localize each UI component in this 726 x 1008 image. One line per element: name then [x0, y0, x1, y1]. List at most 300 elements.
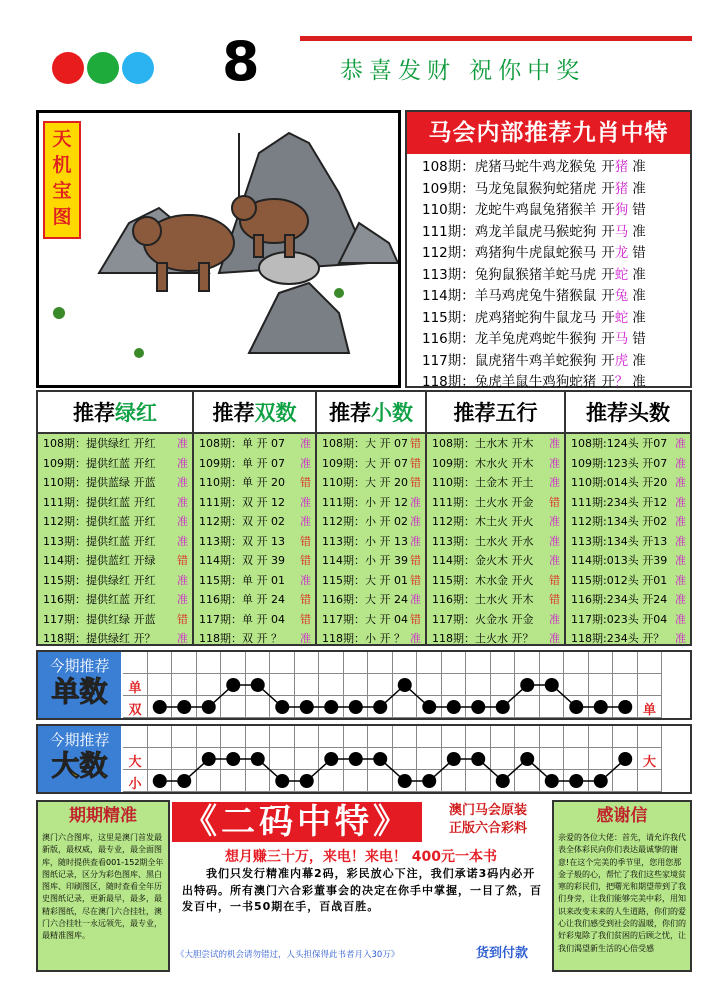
column-row-result: 错 — [549, 593, 560, 606]
column-row-text: 111期：土火水 开金 — [432, 495, 534, 509]
column-row-result: 准 — [675, 632, 686, 645]
column-row-text: 114期：提供蓝红 开绿 — [43, 554, 156, 567]
column-row — [566, 629, 690, 649]
column-row — [194, 454, 315, 474]
column-row — [194, 571, 315, 591]
row-open: 开 — [601, 202, 615, 218]
row-result: 准 — [632, 309, 646, 326]
column-row-text: 113期：土水火 开水 — [432, 534, 534, 548]
row-period: 111期： — [422, 223, 475, 240]
column-row-result: 错 — [410, 476, 421, 489]
header-rule — [300, 36, 692, 41]
row-open: 开 — [601, 159, 615, 175]
nine-row — [407, 243, 690, 265]
row-result: 准 — [632, 352, 646, 369]
row-answer: 虎 — [614, 352, 629, 369]
row-zodiacs: 兔虎羊鼠牛鸡狗蛇猪 — [474, 374, 597, 390]
column-row-result: 错 — [410, 573, 421, 587]
column-row — [194, 512, 315, 532]
column-row-text: 116期:234头 开24 — [571, 593, 668, 606]
column-header-highlight: 绿红 — [115, 400, 157, 425]
column-row-result: 准 — [549, 515, 560, 528]
column-row-result: 准 — [675, 476, 686, 489]
row-period: 109期： — [422, 180, 475, 197]
trend-point — [202, 752, 216, 766]
hotline-text: 想月赚三十万，来电！来电！ 400元一本书 — [224, 849, 498, 865]
column-row — [427, 629, 564, 649]
column-row — [317, 590, 425, 610]
column-row — [38, 610, 192, 630]
column-row — [317, 571, 425, 591]
trend-point — [300, 700, 314, 714]
trend-point — [471, 700, 485, 714]
column-row-text: 117期：火金水 开金 — [432, 612, 534, 626]
row-answer: 兔 — [614, 288, 629, 304]
trend-point — [226, 678, 240, 692]
trend-point — [177, 700, 191, 714]
column-header — [427, 392, 564, 434]
trend-point — [398, 774, 412, 788]
column-header-main: 推荐五行 — [453, 400, 538, 425]
column-row — [194, 629, 315, 649]
row-result: 准 — [632, 223, 646, 240]
row-answer: 猪 — [614, 180, 629, 197]
grid-row-bottom-label: 双 — [128, 703, 142, 718]
column-row — [317, 454, 425, 474]
row-result: 错 — [632, 202, 646, 218]
row-period: 117期： — [422, 352, 475, 369]
column-row-result: 准 — [675, 534, 686, 548]
trend-point — [275, 700, 289, 714]
column-row — [194, 551, 315, 571]
column-row-result: 准 — [549, 476, 560, 489]
row-period: 118期： — [422, 374, 475, 390]
row-zodiacs: 鸡猪狗牛虎鼠蛇猴马 — [474, 245, 597, 261]
nine-row — [407, 200, 690, 222]
row-result: 准 — [632, 159, 646, 175]
trend-point — [422, 700, 436, 714]
trend-point — [324, 700, 338, 714]
row-open: 开 — [601, 245, 615, 261]
column-row — [427, 551, 564, 571]
column-row-result: 准 — [549, 534, 560, 548]
grid-right-label: 单 — [642, 703, 656, 718]
column-row-result: 准 — [675, 495, 686, 509]
column-row-result: 准 — [410, 632, 421, 645]
column-row-result: 错 — [300, 534, 311, 548]
left-promo-title: 期期精准 — [69, 806, 137, 826]
column-row-text: 110期：单 开 20 — [199, 476, 285, 489]
row-period: 113期： — [422, 266, 475, 283]
row-period: 112期： — [422, 245, 475, 261]
big-small-chart — [36, 724, 692, 794]
trend-point — [594, 700, 608, 714]
column-row-text: 108期:124头 开07 — [571, 437, 668, 450]
trend-point — [422, 774, 436, 788]
row-period: 110期： — [422, 202, 475, 218]
column-header-main: 推荐头数 — [586, 400, 670, 425]
nine-zodiac-title: 马会内部推荐九肖中特 — [407, 112, 690, 154]
column-row-text: 117期：单 开 04 — [199, 612, 285, 626]
column-row-text: 109期：大 开 07 — [322, 456, 408, 470]
column-row-result: 错 — [300, 476, 311, 489]
column-row-result: 错 — [549, 495, 560, 509]
trend-point — [545, 678, 559, 692]
column-row-text: 116期：大 开 24 — [322, 593, 408, 606]
column-row — [38, 571, 192, 591]
row-period: 115期： — [422, 309, 475, 326]
column-row — [566, 512, 690, 532]
column-row-text: 114期:013头 开39 — [571, 554, 668, 567]
column-row-text: 117期：提供红绿 开蓝 — [43, 612, 156, 626]
column-row-result: 准 — [300, 437, 311, 450]
column-row — [427, 590, 564, 610]
left-promo-text: 澳门六合图库，这里是澳门首发最新版，最权威，最专业，最全面图库，随时提供查看001-152期全年图纸记录，区分为彩色图库、黑白图库、印刷图区，随时查看全年历史图纸记录，更新最早，最多，最精彩图纸，尽在澳门六合挂牡，澳门六合挂牡一永远领先，最专业，最精准图库。 — [42, 833, 164, 941]
column-row-result: 准 — [675, 515, 686, 528]
row-zodiacs: 兔狗鼠猴猪羊蛇马虎 — [474, 266, 597, 283]
column-header — [38, 392, 192, 434]
trend-point — [520, 752, 534, 766]
column-header — [317, 392, 425, 434]
nine-row — [407, 308, 690, 330]
cash-on-delivery: 货到付款 — [476, 946, 529, 961]
column-row-text: 111期：双 开 12 — [199, 495, 285, 509]
column-row-text: 110期：土金木 开土 — [432, 476, 534, 489]
column-row-text: 113期：双 开 13 — [199, 534, 285, 548]
column-row — [317, 610, 425, 630]
column-row — [427, 610, 564, 630]
row-answer: 狗 — [614, 202, 629, 218]
column-row-text: 109期：提供红蓝 开红 — [43, 456, 156, 470]
row-open: 开 — [601, 374, 615, 390]
column-row — [194, 610, 315, 630]
column-header-highlight: 小数 — [371, 400, 413, 425]
left-promo-box — [36, 800, 170, 972]
odd-even-chart — [36, 650, 692, 720]
center-promo — [172, 800, 550, 972]
column-row — [317, 551, 425, 571]
row-answer: 蛇 — [614, 266, 629, 283]
column-row-result: 错 — [410, 456, 421, 470]
column-row-text: 118期：土火水 开？ — [432, 632, 534, 645]
column-row-text: 112期:134头 开02 — [571, 515, 668, 528]
column-row — [427, 571, 564, 591]
column-row-text: 113期：提供红蓝 开红 — [43, 534, 156, 548]
column-row-text: 112期：木土火 开火 — [432, 515, 534, 528]
thanks-letter-title: 感谢信 — [596, 806, 648, 826]
column-row-result: 准 — [177, 476, 188, 489]
trend-point — [275, 774, 289, 788]
column-row-result: 准 — [177, 573, 188, 587]
column-row-text: 109期：木水火 开木 — [432, 456, 534, 470]
column-row — [566, 454, 690, 474]
column-row-text: 111期:234头 开12 — [571, 495, 668, 509]
column-row-result: 错 — [177, 612, 188, 626]
column-row-text: 115期：提供绿红 开红 — [43, 573, 156, 587]
promo-footnote: 《大胆尝试的机会请勿错过，人头担保得此书者月入30万》 — [176, 950, 400, 960]
column-row-text: 112期：提供红蓝 开红 — [43, 515, 156, 528]
column-row — [566, 590, 690, 610]
column-row-result: 准 — [410, 515, 421, 528]
row-open: 开 — [601, 288, 615, 304]
column-row — [427, 434, 564, 454]
row-open: 开 — [601, 309, 615, 326]
column-row-text: 116期：提供红蓝 开红 — [43, 593, 156, 606]
column-row-result: 准 — [410, 495, 421, 509]
column-row-result: 准 — [549, 456, 560, 470]
column-row-text: 114期：双 开 39 — [199, 554, 285, 567]
column-row-result: 准 — [300, 495, 311, 509]
column-row-text: 110期：大 开 20 — [322, 476, 408, 489]
column-row-text: 118期：提供绿红 开？ — [43, 632, 156, 645]
column-row-result: 错 — [410, 612, 421, 626]
row-result: 错 — [632, 245, 646, 261]
column-row-result: 错 — [410, 554, 421, 567]
column-row-text: 115期：木水金 开火 — [432, 573, 534, 587]
column-row-text: 111期：小 开 12 — [322, 495, 408, 509]
grid-row-top-label: 单 — [128, 681, 142, 696]
column-row-text: 112期：小 开 02 — [322, 515, 408, 528]
banner-side — [426, 802, 550, 838]
column-row — [317, 532, 425, 552]
trend-point — [398, 678, 412, 692]
row-result: 准 — [632, 288, 646, 304]
trend-point — [373, 700, 387, 714]
column-row-result: 准 — [549, 554, 560, 567]
column-row-result: 准 — [410, 593, 421, 606]
picture-tag: 天机宝图 — [43, 121, 81, 239]
column-header — [194, 392, 315, 434]
row-answer: 蛇 — [614, 309, 629, 326]
column-row-text: 115期:012头 开01 — [571, 573, 668, 587]
column-header-main: 推荐 — [212, 400, 255, 425]
bottom-section — [36, 800, 692, 972]
column-row-result: 准 — [300, 573, 311, 587]
row-answer: 马 — [614, 331, 629, 347]
column-row-result: 准 — [410, 534, 421, 548]
column-row — [427, 532, 564, 552]
column-row-text: 116期：单 开 24 — [199, 593, 285, 606]
column-row-result: 错 — [549, 573, 560, 587]
column-row — [566, 473, 690, 493]
row-period: 114期： — [422, 288, 475, 304]
trend-point — [251, 752, 265, 766]
column-row — [566, 434, 690, 454]
column-row-text: 110期:014头 开20 — [571, 476, 668, 489]
trend-point — [300, 774, 314, 788]
column-row — [317, 512, 425, 532]
column-row-text: 111期：提供红蓝 开红 — [43, 495, 156, 509]
row-result: 错 — [632, 331, 646, 347]
column-row-text: 109期:123头 开07 — [571, 456, 668, 470]
row-zodiacs: 虎猪马蛇牛鸡龙猴兔 — [474, 159, 597, 175]
row-open: 开 — [601, 223, 615, 240]
column-row-result: 准 — [177, 515, 188, 528]
grid-trend-line — [38, 652, 688, 718]
nine-row — [407, 351, 690, 373]
column-row-text: 117期:023头 开04 — [571, 612, 668, 626]
column-row-text: 118期：小 开 ？ — [322, 632, 405, 645]
column-header-main: 推荐 — [329, 400, 371, 425]
nine-row — [407, 286, 690, 308]
column-row — [566, 610, 690, 630]
riddle-picture — [36, 110, 401, 388]
grid-label-line2: 大数 — [51, 749, 108, 782]
column-row-text: 118期：双 开 ？ — [199, 632, 282, 645]
row-answer: ？ — [614, 374, 629, 390]
column-row-result: 准 — [675, 612, 686, 626]
column-row-text: 114期：小 开 39 — [322, 554, 408, 567]
trend-point — [594, 774, 608, 788]
column-row-result: 准 — [675, 437, 686, 450]
row-result: 准 — [632, 266, 646, 283]
trend-point — [373, 752, 387, 766]
column-row-result: 错 — [410, 437, 421, 450]
column-row-text: 108期：单 开 07 — [199, 437, 285, 450]
trend-point — [569, 700, 583, 714]
trend-point — [153, 700, 167, 714]
grid-label-line1: 今期推荐 — [49, 657, 110, 675]
column-row-result: 错 — [300, 612, 311, 626]
trend-point — [496, 700, 510, 714]
column-row — [38, 493, 192, 513]
promo-description: 我们只发行精准内幕2码，彩民放心下注，我们承诺3码内必开出特码。所有澳门六合彩董事会的决定在你手中掌握，一目了然，百发百中，一书50期在手，百战百胜。 — [182, 867, 542, 913]
row-zodiacs: 虎鸡猪蛇狗牛鼠龙马 — [474, 309, 597, 326]
column-header — [566, 392, 690, 434]
column-row — [427, 512, 564, 532]
row-zodiacs: 龙羊兔虎鸡蛇牛猴狗 — [474, 331, 597, 347]
grid-row-bottom-label: 小 — [128, 777, 142, 792]
column-row-text: 110期：提供蓝绿 开蓝 — [43, 476, 156, 489]
row-zodiacs: 马龙兔鼠猴狗蛇猪虎 — [474, 180, 597, 197]
recommend-column — [427, 392, 566, 644]
column-row-result: 准 — [177, 495, 188, 509]
column-row — [194, 434, 315, 454]
row-answer: 龙 — [614, 245, 629, 261]
column-row-result: 准 — [549, 437, 560, 450]
column-row-text: 118期:234头 开？ — [571, 632, 665, 645]
grid-trend-line — [38, 726, 688, 792]
column-row — [566, 551, 690, 571]
green-dot-icon — [87, 52, 119, 84]
column-row — [317, 473, 425, 493]
column-row-result: 准 — [177, 456, 188, 470]
row-open: 开 — [601, 352, 615, 369]
column-row-text: 112期：双 开 02 — [199, 515, 285, 528]
column-row-text: 117期：大 开 04 — [322, 612, 408, 626]
column-row-text: 115期：大 开 01 — [322, 573, 408, 587]
recommend-column — [566, 392, 690, 644]
column-header-main: 推荐 — [73, 400, 115, 425]
row-result: 准 — [632, 374, 646, 390]
column-row-result: 准 — [177, 593, 188, 606]
slogan: 恭喜发财 祝你中奖 — [340, 58, 586, 84]
column-row — [317, 629, 425, 649]
column-row-result: 准 — [300, 632, 311, 645]
column-row-result: 准 — [177, 632, 188, 645]
column-row-result: 准 — [675, 573, 686, 587]
column-row-result: 准 — [675, 593, 686, 606]
column-row — [194, 493, 315, 513]
column-row — [38, 532, 192, 552]
column-row-result: 准 — [675, 456, 686, 470]
trend-point — [251, 678, 265, 692]
row-zodiacs: 鼠虎猪牛鸡羊蛇猴狗 — [474, 352, 597, 369]
column-row — [38, 434, 192, 454]
column-row-result: 准 — [300, 515, 311, 528]
banner-side-line1: 澳门马会原装 — [448, 803, 527, 818]
row-answer: 猪 — [614, 159, 629, 175]
row-zodiacs: 鸡龙羊鼠虎马猴蛇狗 — [474, 223, 597, 240]
column-row — [38, 473, 192, 493]
trend-point — [153, 774, 167, 788]
nine-row — [407, 157, 690, 179]
row-period: 108期： — [422, 159, 475, 175]
column-row — [38, 512, 192, 532]
column-row-text: 108期：土水木 开木 — [432, 437, 534, 450]
row-open: 开 — [601, 331, 615, 347]
column-header-highlight: 双数 — [254, 400, 297, 425]
issue-number: 8 — [222, 30, 260, 93]
column-row-text: 115期：单 开 01 — [199, 573, 285, 587]
column-row-result: 错 — [300, 593, 311, 606]
thanks-letter-box — [552, 800, 692, 972]
nine-row — [407, 179, 690, 201]
column-row-result: 错 — [300, 554, 311, 567]
column-row-text: 116期：土水火 开木 — [432, 593, 534, 606]
column-row-text: 114期：金火木 开火 — [432, 554, 534, 567]
column-row-result: 准 — [675, 554, 686, 567]
column-row — [194, 532, 315, 552]
row-result: 准 — [632, 180, 646, 197]
bears-mountains-illustration — [39, 113, 398, 385]
column-row — [38, 590, 192, 610]
banner-side-line2: 正版六合彩料 — [448, 821, 527, 836]
row-open: 开 — [601, 180, 615, 197]
column-row — [566, 571, 690, 591]
column-row — [427, 473, 564, 493]
trend-point — [324, 752, 338, 766]
recommend-column — [317, 392, 427, 644]
grid-row-top-label: 大 — [128, 755, 142, 770]
column-row-result: 准 — [177, 534, 188, 548]
column-row-result: 准 — [300, 456, 311, 470]
nine-row — [407, 222, 690, 244]
trend-point — [177, 774, 191, 788]
grid-right-label: 大 — [642, 755, 656, 770]
column-row — [194, 473, 315, 493]
grid-label-line1: 今期推荐 — [49, 731, 110, 749]
trend-point — [447, 700, 461, 714]
column-row — [427, 454, 564, 474]
column-row — [38, 629, 192, 649]
trend-point — [520, 678, 534, 692]
trend-point — [447, 752, 461, 766]
trend-point — [496, 774, 510, 788]
row-zodiacs: 龙蛇牛鸡鼠兔猪猴羊 — [474, 202, 597, 218]
column-row — [566, 532, 690, 552]
column-row-result: 准 — [177, 437, 188, 450]
column-row — [317, 493, 425, 513]
blue-dot-icon — [122, 52, 154, 84]
recommend-table — [36, 390, 692, 646]
recommend-column — [38, 392, 194, 644]
trend-point — [349, 752, 363, 766]
nine-zodiac-panel — [405, 110, 692, 388]
red-dot-icon — [52, 52, 84, 84]
column-row-result: 错 — [177, 554, 188, 567]
column-row-text: 108期：提供绿红 开红 — [43, 437, 156, 450]
